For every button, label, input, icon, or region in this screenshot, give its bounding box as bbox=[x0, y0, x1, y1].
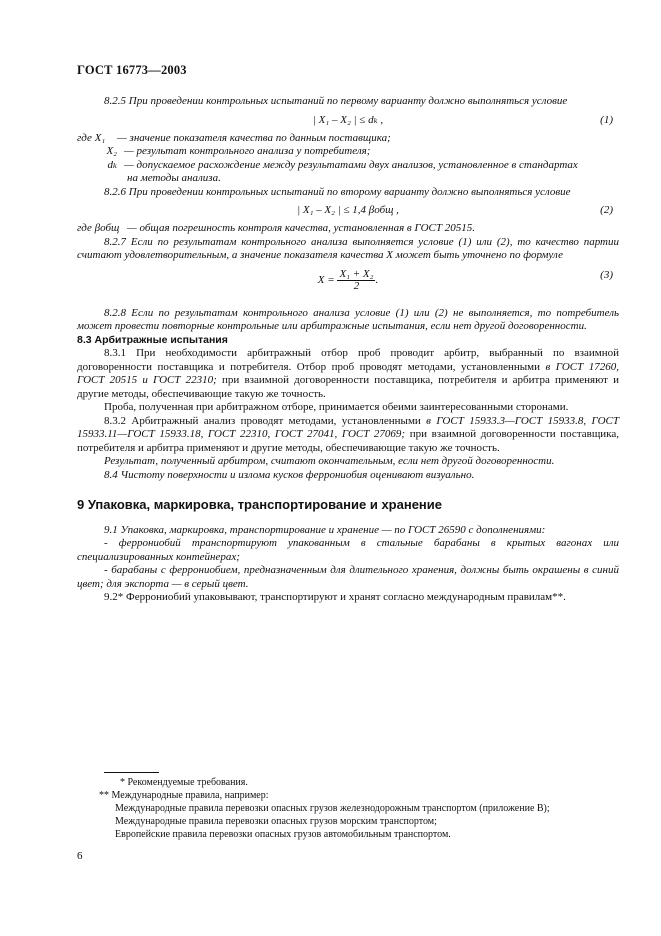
formula-3-fraction bbox=[337, 269, 375, 292]
where-dk-continuation: на методы анализа. bbox=[127, 172, 221, 184]
clause-9-1: 9.1 Упаковка, маркировка, транспортирование и хранение — по ГОСТ 26590 с дополнениями: bbox=[104, 523, 546, 536]
clause-8-2-6: 8.2.6 При проведении контрольных испытаний по второму варианту должно выполняться условие bbox=[104, 185, 571, 198]
formula-1-number: (1) bbox=[600, 113, 613, 126]
where-dk-text: — допускаемое расхождение между результатами двух анализов, установленное в стандартах bbox=[124, 158, 578, 171]
formula-3-lhs: X = bbox=[317, 273, 335, 286]
where-x1-text: — значение показателя качества по данным поставщика; bbox=[117, 131, 391, 144]
clause-8-3-2-standards: в ГОСТ 15933.3—ГОСТ 15933.8, ГОСТ 15933.11—ГОСТ 15933.18, ГОСТ 22310, ГОСТ 27041, ГОСТ 27069; bbox=[77, 414, 619, 440]
clause-8-3-1-text-b: при взаимной договоренности поставщика, потребителя и арбитра применяют и другие методы, обеспечивающие такую же точность. bbox=[77, 374, 619, 400]
formula-3 bbox=[77, 269, 619, 299]
where-dk-symbol: dₖ bbox=[107, 158, 117, 171]
footnote-1: * Рекомендуемые требования. bbox=[120, 777, 248, 788]
where-dk bbox=[77, 159, 619, 173]
where-beta bbox=[77, 222, 619, 236]
where-x1-symbol: где X₁ bbox=[77, 131, 106, 144]
main-content bbox=[77, 95, 619, 605]
clause-9-1-bullet-2: - барабаны с феррониобием, предназначенным для длительного хранения, должны быть окрашены в синий цвет; для экспорта — в серый цвет. bbox=[77, 564, 619, 590]
formula-3-number: (3) bbox=[600, 268, 613, 281]
clause-8-3-1 bbox=[77, 347, 619, 401]
where-x2-symbol: X₂ bbox=[106, 145, 117, 157]
clause-8-2-7: 8.2.7 Если по результатам контрольного анализа выполняется условие (1) или (2), то качество партии считают удовлетворительным, а значение показателя качества X может быть уточнено по формуле bbox=[77, 235, 619, 261]
clause-9-2: 9.2* Феррониобий упаковывают, транспортируют и хранят согласно международным правилам**. bbox=[104, 591, 566, 603]
clause-8-3-2-result: Результат, полученный арбитром, считают окончательным, если нет другой договоренности. bbox=[104, 455, 555, 467]
formula-2-expression: | X₁ – X₂ | ≤ 1,4 βобщ , bbox=[297, 204, 399, 216]
formula-3-numerator: X₁ + X₂ bbox=[339, 267, 374, 280]
where-beta-symbol: где βобщ bbox=[77, 222, 120, 234]
clause-8-3-2-text-b: при взаимной договоренности поставщика, потребителя и арбитра применяют и другие методы, обеспечивающие такую же точность. bbox=[77, 428, 619, 454]
clause-8-3-2-text-a: 8.3.2 Арбитражный анализ проводят методами, установленными bbox=[104, 414, 427, 427]
where-x2-text: — результат контрольного анализа у потребителя; bbox=[124, 145, 371, 157]
footnote-separator bbox=[104, 772, 159, 773]
footnote-2: ** Международные правила, например: bbox=[99, 790, 269, 801]
footnote-2-item-2: Международные правила перевозки опасных грузов морским транспортом; bbox=[115, 816, 437, 827]
where-beta-text: — общая погрешность контроля качества, установленная в ГОСТ 20515. bbox=[127, 222, 475, 234]
formula-2-number: (2) bbox=[600, 204, 613, 216]
clause-8-3-2 bbox=[77, 415, 619, 456]
formula-3-end: . bbox=[375, 273, 379, 286]
formula-1 bbox=[77, 112, 619, 128]
subsection-8-3-heading: 8.3 Арбитражные испытания bbox=[77, 333, 228, 346]
where-x1 bbox=[77, 132, 619, 146]
clause-8-3-1-text-a: 8.3.1 При необходимости арбитражный отбор проб проводит арбитр, выбранный по взаимной договоренности поставщика и потребителя. Отбор проб проводят методами, установленными bbox=[77, 347, 619, 373]
page-number: 6 bbox=[77, 850, 83, 862]
clause-8-2-5: 8.2.5 При проведении контрольных испытаний по первому варианту должно выполняться условие bbox=[104, 95, 568, 107]
where-x2 bbox=[77, 145, 619, 159]
clause-8-3-1-standards: в ГОСТ 17260, ГОСТ 20515 и ГОСТ 22310; bbox=[77, 360, 619, 386]
document-header: ГОСТ 16773—2003 bbox=[77, 63, 187, 77]
footnotes bbox=[77, 772, 637, 841]
formula-1-expression: | X₁ – X₂ | ≤ dₖ , bbox=[312, 113, 384, 126]
formula-2 bbox=[77, 202, 619, 218]
clause-9-1-bullet-1: - феррониобий транспортируют упакованным в стальные барабаны в крытых вагонах или специализированных контейнерах; bbox=[77, 537, 619, 563]
footnote-2-item-1: Международные правила перевозки опасных грузов железнодорожным транспортом (приложение В); bbox=[115, 803, 550, 814]
section-9-heading: 9 Упаковка, маркировка, транспортирование и хранение bbox=[77, 497, 443, 512]
clause-8-4: 8.4 Чистоту поверхности и излома кусков феррониобия оценивают визуально. bbox=[104, 468, 475, 481]
footnote-2-item-3: Европейские правила перевозки опасных грузов автомобильным транспортом. bbox=[115, 829, 451, 840]
formula-3-denominator: 2 bbox=[353, 279, 360, 292]
clause-8-3-1-sample: Проба, полученная при арбитражном отборе, принимается обеими заинтересованными сторонами. bbox=[104, 401, 569, 413]
clause-8-2-8: 8.2.8 Если по результатам контрольного анализа условие (1) или (2) не выполняется, то потребитель может провести повторные контрольные или арбитражные испытания, если нет другой договоренности. bbox=[77, 306, 619, 332]
